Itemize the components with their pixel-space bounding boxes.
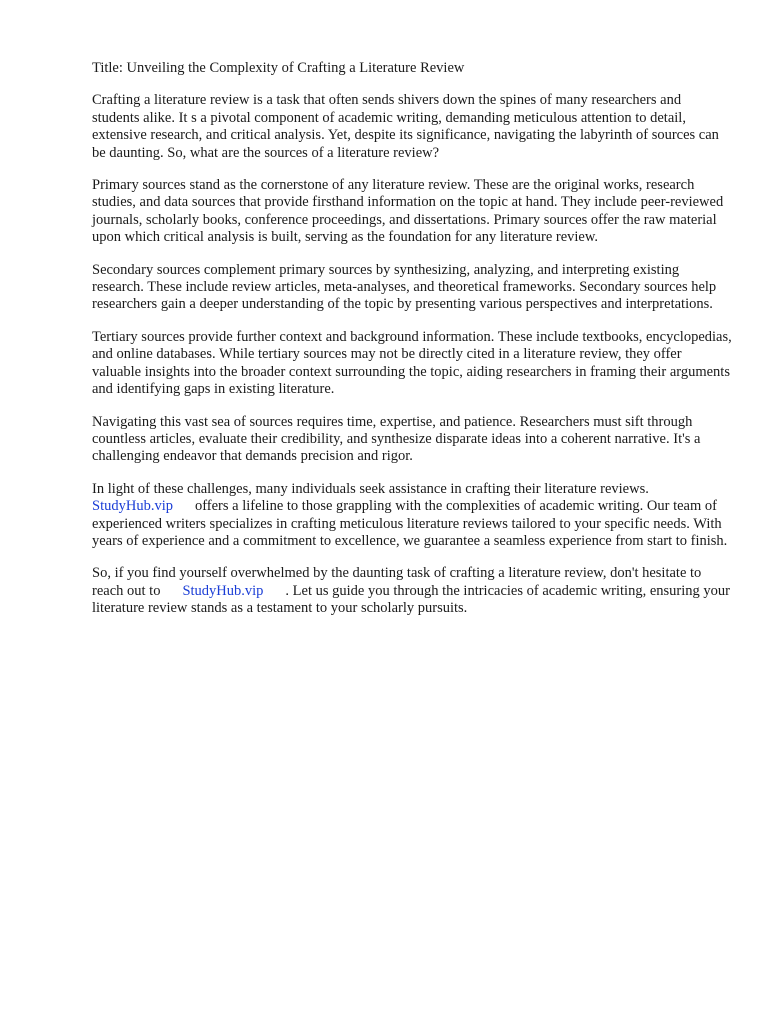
- document-title: Title: Unveiling the Complexity of Crafting a Literature Review: [92, 60, 465, 76]
- studyhub-link[interactable]: StudyHub.vip: [92, 498, 173, 515]
- paragraph-intro: Crafting a literature review is a task that often sends shivers down the spines of many researchers and students alike. It s a pivotal component of academic writing, demanding meticulous attention to detail, extensive research, and critical analysis. Yet, despite its significance, navigating the labyrinth of sources can be daunting. So, what are the sources of a literature review?: [92, 92, 719, 161]
- paragraph-navigating: Navigating this vast sea of sources requires time, expertise, and patience. Researchers must sift through countless articles, evaluate their credibility, and synthesize disparate ideas into a coherent narrative. It's a challenging endeavor that demands precision and rigor.: [92, 413, 701, 465]
- document-page: [92, 60, 732, 633]
- closing-text-before: So, if you find yourself overwhelmed by the daunting task of crafting a literature review, don't hesitate to reach out to: [92, 565, 702, 599]
- promo-text-before: In light of these challenges, many individuals seek assistance in crafting their literature reviews.: [92, 480, 649, 497]
- studyhub-link-closing[interactable]: StudyHub.vip: [182, 582, 264, 599]
- paragraph-promo: [92, 481, 732, 551]
- paragraph-primary-sources: Primary sources stand as the cornerstone of any literature review. These are the original works, research studies, and data sources that provide firsthand information on the topic at hand. They include peer-reviewed journals, scholarly books, conference proceedings, and dissertations. Primary sources offer the raw material upon which critical analysis is built, serving as the foundation for any literature review.: [92, 177, 724, 246]
- paragraph-secondary-sources: Secondary sources complement primary sources by synthesizing, analyzing, and interpreting existing research. These include review articles, meta-analyses, and theoretical frameworks. Secondary sources help researchers gain a deeper understanding of the topic by presenting various perspectives and interpretations.: [92, 261, 717, 313]
- paragraph-closing: [92, 565, 732, 617]
- paragraph-tertiary-sources: Tertiary sources provide further context and background information. These include textbooks, encyclopedias, and online databases. While tertiary sources may not be directly cited in a literature review, they offer valuable insights into the broader context surrounding the topic, aiding researchers in framing their arguments and identifying gaps in existing literature.: [92, 328, 732, 398]
- closing-text-after: . Let us guide you through the intricacies of academic writing, ensuring your literature review stands as a testament to your scholarly pursuits.: [92, 582, 730, 617]
- promo-text-after: offers a lifeline to those grappling with the complexities of academic writing. Our team of experienced writers specializes in crafting meticulous literature reviews tailored to your specific needs. With years of experience and a commitment to excellence, we guarantee a seamless experience from start to finish.: [92, 498, 728, 549]
